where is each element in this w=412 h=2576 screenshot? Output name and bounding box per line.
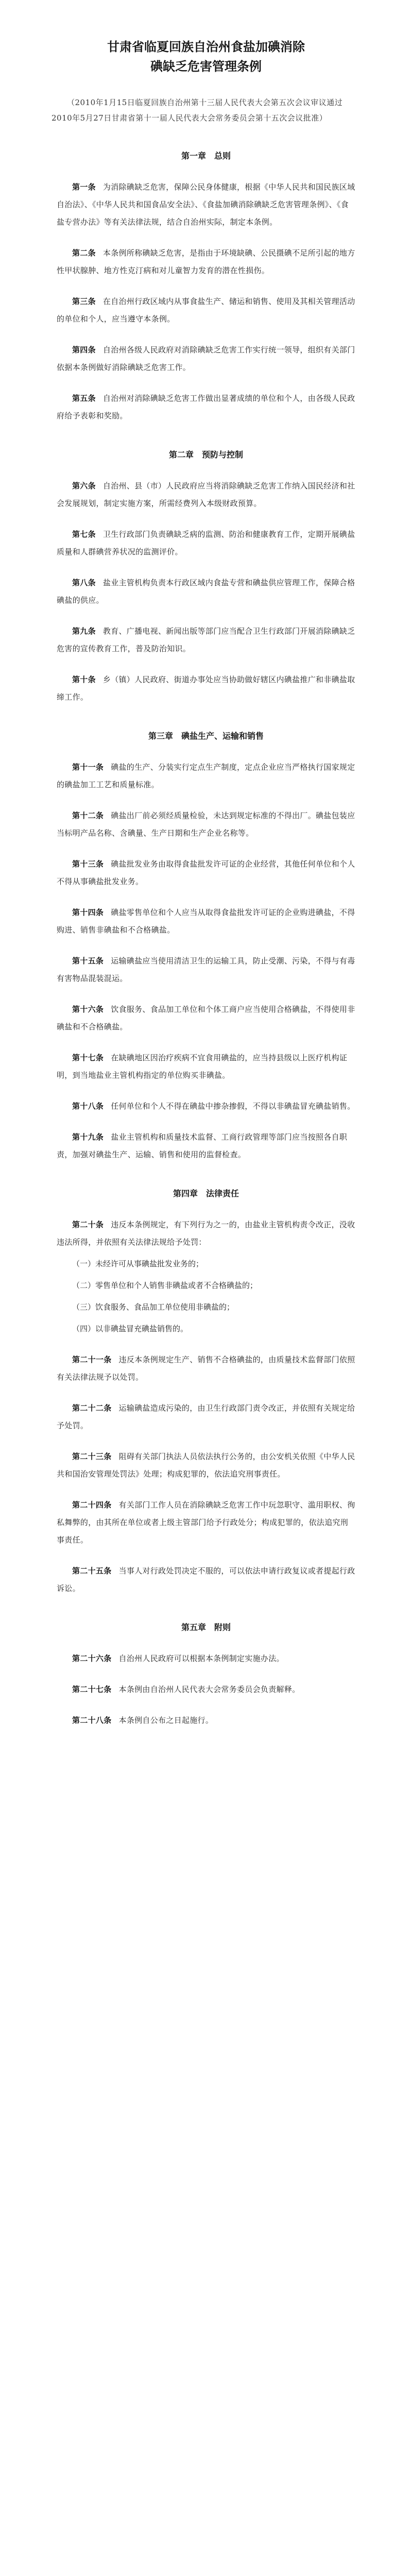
article [57, 1448, 355, 1483]
title-line-2: 碘缺乏危害管理条例 [150, 59, 262, 74]
article-number: 第二十四条 [72, 1500, 112, 1510]
article [57, 178, 355, 231]
chapter-heading: 第四章 法律责任 [173, 1189, 239, 1198]
article-item: （三）饮食服务、食品加工单位使用非碘盐的； [72, 1302, 235, 1312]
article-text: 为消除碘缺乏危害，保障公民身体健康，根据《中华人民共和国民族区域自治法》、《中华人民共和国食品安全法》、《食盐加碘消除碘缺乏危害管理条例》、《食盐专营办法》等有关法律法规，结合自治州实际，制定本条例。 [57, 182, 355, 227]
article-number: 第十六条 [72, 1005, 104, 1014]
article-number: 第十三条 [72, 859, 104, 869]
article-number: 第七条 [72, 530, 96, 539]
article [57, 341, 355, 376]
article-text: 乡（镇）人民政府、街道办事处应当协助做好辖区内碘盐推广和非碘盐取缔工作。 [57, 675, 355, 702]
document-title [0, 37, 412, 76]
article-number: 第十一条 [72, 762, 104, 772]
article [57, 1351, 355, 1386]
article-text: 碘盐零售单位和个人应当从取得食盐批发许可证的企业购进碘盐，不得购进、销售非碘盐和不合格碘盐。 [57, 908, 355, 935]
article-number: 第二十八条 [72, 1716, 112, 1725]
article [57, 389, 355, 425]
article-number: 第四条 [72, 345, 96, 354]
article-text: 在自治州行政区域内从事食盐生产、储运和销售、使用及其相关管理活动的单位和个人，应当遵守本条例。 [57, 297, 355, 324]
article-number: 第九条 [72, 626, 96, 636]
article [57, 904, 355, 939]
article-text: 自治州对消除碘缺乏危害工作做出显著成绩的单位和个人，由各级人民政府给予表彰和奖励。 [57, 394, 355, 420]
article-number: 第十四条 [72, 908, 104, 917]
article [57, 574, 355, 609]
article-text: 教育、广播电视、新闻出版等部门应当配合卫生行政部门开展消除碘缺乏危害的宣传教育工作，普及防治知识。 [57, 626, 355, 653]
article-text: 违反本条例规定生产、销售不合格碘盐的，由质量技术监督部门依照有关法律法规予以处罚。 [57, 1355, 355, 1382]
article [57, 758, 355, 793]
article [57, 1049, 355, 1084]
article-number: 第五条 [72, 394, 96, 403]
article [57, 952, 355, 987]
chapter-heading: 第三章 碘盐生产、运输和销售 [148, 731, 264, 741]
article [57, 1001, 355, 1036]
article-text: 饮食服务、食品加工单位和个体工商户应当使用合格碘盐，不得使用非碘盐和不合格碘盐。 [57, 1005, 355, 1031]
article-text: 运输碘盐应当使用清洁卫生的运输工具，防止受潮、污染，不得与有毒有害物品混装混运。 [57, 956, 355, 983]
article-number: 第八条 [72, 578, 96, 587]
adoption-note: （2010年1月15日临夏回族自治州第十三届人民代表大会第五次会议审议通过 2010年5月27日甘肃省第十一届人民代表大会常务委员会第十五次会议批准） [52, 98, 351, 123]
article-number: 第六条 [72, 481, 96, 490]
article-text: 本条例所称碘缺乏危害，是指由于环境缺碘、公民摄碘不足所引起的地方性甲状腺肿、地方性克汀病和对儿童智力发育的潜在性损伤。 [57, 248, 355, 275]
article-number: 第二十一条 [72, 1355, 112, 1364]
article-number: 第二十五条 [72, 1566, 112, 1575]
chapter-heading: 第一章 总则 [181, 151, 231, 161]
article-number: 第二十二条 [72, 1403, 112, 1413]
article-text: 违反本条例规定，有下列行为之一的，由盐业主管机构责令改正，没收违法所得，并依照有关法律法规给予处罚： [57, 1220, 355, 1247]
article-text: 运输碘盐造成污染的，由卫生行政部门责令改正，并依照有关规定给予处罚。 [57, 1403, 355, 1430]
article-text: 盐业主管机构负责本行政区域内食盐专营和碘盐供应管理工作，保障合格碘盐的供应。 [57, 578, 355, 605]
article [57, 293, 355, 328]
article-text: 卫生行政部门负责碘缺乏病的监测、防治和健康教育工作，定期开展碘盐质量和人群碘营养状况的监测评价。 [57, 530, 355, 556]
article [57, 855, 355, 890]
article [57, 807, 355, 842]
article [57, 1097, 355, 1115]
article-number: 第一条 [72, 182, 96, 192]
chapter-heading: 第五章 附则 [181, 1622, 231, 1632]
title-line-1: 甘肃省临夏回族自治州食盐加碘消除 [107, 40, 305, 54]
article-number: 第十七条 [72, 1053, 104, 1062]
article [57, 1650, 355, 1667]
article-text: 碘盐批发业务由取得食盐批发许可证的企业经营，其他任何单位和个人不得从事碘盐批发业务。 [57, 859, 355, 886]
article-number: 第十八条 [72, 1101, 104, 1111]
article-number: 第十九条 [72, 1132, 104, 1142]
article [57, 1216, 355, 1251]
article-number: 第十条 [72, 675, 96, 684]
article-text: 有关部门工作人员在消除碘缺乏危害工作中玩忽职守、滥用职权、徇私舞弊的，由其所在单位或者上级主管部门给予行政处分；构成犯罪的，依法追究刑事责任。 [57, 1500, 355, 1545]
article [57, 671, 355, 706]
article-text: 本条例自公布之日起施行。 [118, 1716, 214, 1725]
article [57, 1562, 355, 1597]
article [57, 526, 355, 561]
article [57, 622, 355, 657]
article-number: 第二十六条 [72, 1654, 112, 1663]
article-text: 碘盐的生产、分装实行定点生产制度，定点企业应当严格执行国家规定的碘盐加工工艺和质量标准。 [57, 762, 355, 789]
article-text: 自治州人民政府可以根据本条例制定实施办法。 [118, 1654, 284, 1663]
article-number: 第二十三条 [72, 1452, 112, 1461]
article [57, 1128, 355, 1163]
article-item-list [0, 1255, 412, 1337]
article-item: （二）零售单位和个人销售非碘盐或者不合格碘盐的； [72, 1281, 258, 1290]
article [57, 1711, 355, 1729]
article-text: 在缺碘地区因治疗疾病不宜食用碘盐的，应当持县级以上医疗机构证明，到当地盐业主管机构指定的单位购买非碘盐。 [57, 1053, 348, 1080]
article-text: 任何单位和个人不得在碘盐中掺杂掺假，不得以非碘盐冒充碘盐销售。 [111, 1101, 355, 1111]
article-text: 碘盐出厂前必须经质量检验，未达到规定标准的不得出厂。碘盐包装应当标明产品名称、含碘量、生产日期和生产企业名称等。 [57, 811, 355, 838]
article [57, 1496, 355, 1549]
article-text: 当事人对行政处罚决定不服的，可以依法申请行政复议或者提起行政诉讼。 [57, 1566, 355, 1593]
article-number: 第二十七条 [72, 1685, 112, 1694]
article [57, 1681, 355, 1698]
article-item: （一）未经许可从事碘盐批发业务的； [72, 1259, 204, 1268]
article-number: 第二条 [72, 248, 96, 258]
article [57, 244, 355, 279]
article-text: 自治州各级人民政府对消除碘缺乏危害工作实行统一领导，组织有关部门依据本条例做好消除碘缺乏危害工作。 [57, 345, 355, 372]
article [57, 477, 355, 512]
article-number: 第三条 [72, 297, 96, 306]
article-number: 第二十条 [72, 1220, 104, 1229]
article [57, 1399, 355, 1434]
article-text: 阻碍有关部门执法人员依法执行公务的，由公安机关依照《中华人民共和国治安管理处罚法》处理；构成犯罪的，依法追究刑事责任。 [57, 1452, 355, 1479]
article-number: 第十五条 [72, 956, 104, 965]
chapter-heading: 第二章 预防与控制 [168, 450, 243, 460]
article-number: 第十二条 [72, 811, 104, 820]
article-text: 自治州、县（市）人民政府应当将消除碘缺乏危害工作纳入国民经济和社会发展规划，制定实施方案，所需经费列入本级财政预算。 [57, 481, 355, 508]
article-text: 盐业主管机构和质量技术监督、工商行政管理等部门应当按照各自职责，加强对碘盐生产、运输、销售和使用的监督检查。 [57, 1132, 348, 1159]
article-item: （四）以非碘盐冒充碘盐销售的。 [72, 1324, 188, 1333]
article-text: 本条例由自治州人民代表大会常务委员会负责解释。 [118, 1685, 300, 1694]
